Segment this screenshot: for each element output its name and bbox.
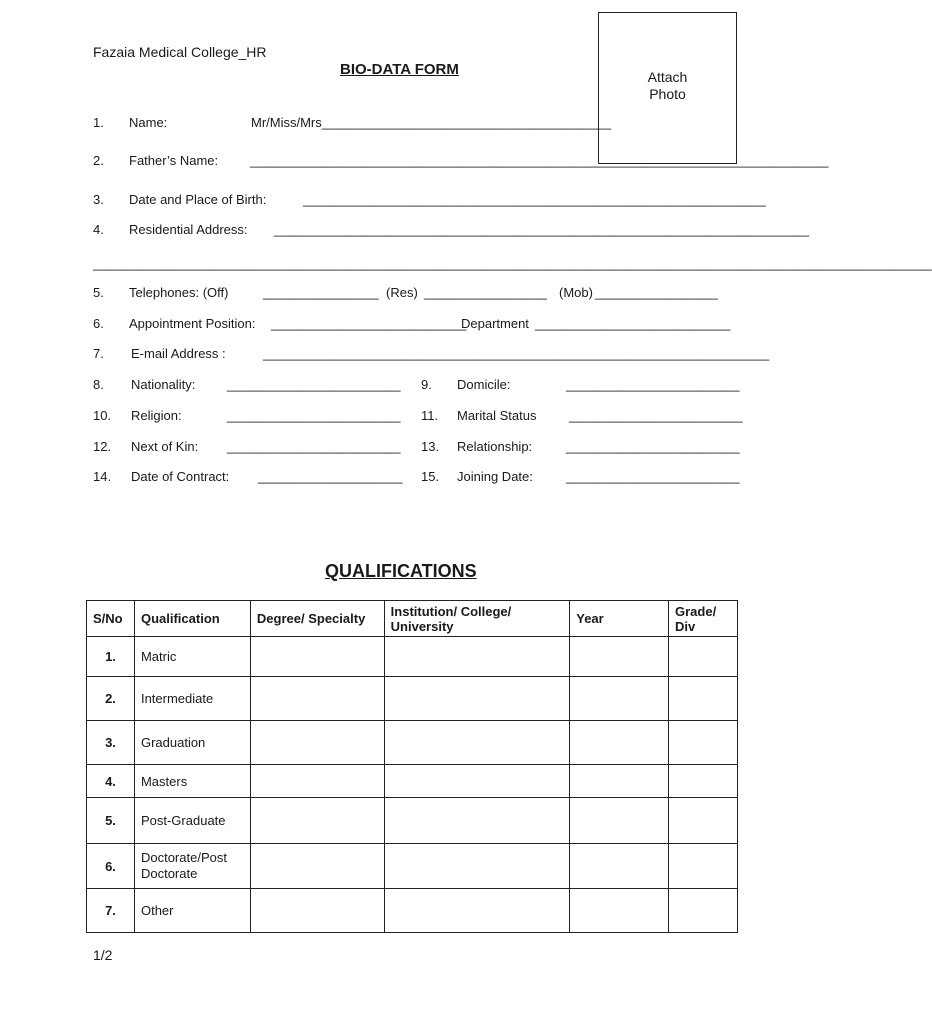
field-5-number: 5.	[93, 285, 104, 300]
table-header-row	[87, 601, 738, 637]
header-degree: Degree/ Specialty	[250, 601, 384, 637]
field-9-number: 9.	[421, 377, 432, 392]
institution-cell[interactable]	[384, 765, 570, 798]
form-title: BIO-DATA FORM	[340, 61, 459, 78]
header-grade: Grade/ Div	[669, 601, 738, 637]
table-row	[87, 677, 738, 721]
department-field[interactable]: ___________________________	[535, 316, 731, 331]
row-number: 4.	[87, 765, 135, 798]
telephone-mob-field[interactable]: _________________	[595, 285, 718, 300]
telephone-mob-label: (Mob)	[559, 285, 593, 300]
field-12-number: 12.	[93, 439, 112, 454]
address-label: Residential Address:	[129, 222, 248, 237]
name-field[interactable]	[251, 115, 611, 130]
degree-cell[interactable]	[250, 637, 384, 677]
field-4-number: 4.	[93, 222, 104, 237]
field-6-number: 6.	[93, 316, 104, 331]
header-year: Year	[570, 601, 669, 637]
grade-cell[interactable]	[669, 889, 738, 933]
field-14-number: 14.	[93, 469, 112, 484]
contract-date-label: Date of Contract:	[131, 469, 230, 484]
telephone-label: Telephones: (Off)	[129, 285, 229, 300]
telephone-res-label: (Res)	[386, 285, 418, 300]
contract-date-field[interactable]: ____________________	[258, 469, 403, 484]
table-row	[87, 889, 738, 933]
qualification-name: Doctorate/Post Doctorate	[134, 844, 250, 889]
qualifications-table	[86, 600, 738, 933]
institution-cell[interactable]	[384, 637, 570, 677]
field-13-number: 13.	[421, 439, 440, 454]
degree-cell[interactable]	[250, 798, 384, 844]
header-sno: S/No	[87, 601, 135, 637]
field-11-number: 11.	[421, 408, 439, 423]
department-label: Department	[461, 316, 529, 331]
marital-status-field[interactable]: ________________________	[569, 408, 743, 423]
degree-cell[interactable]	[250, 721, 384, 765]
qualification-name: Masters	[134, 765, 250, 798]
grade-cell[interactable]	[669, 677, 738, 721]
row-number: 5.	[87, 798, 135, 844]
position-field[interactable]: ___________________________	[271, 316, 467, 331]
religion-field[interactable]: ________________________	[227, 408, 401, 423]
domicile-field[interactable]: ________________________	[566, 377, 740, 392]
year-cell[interactable]	[570, 637, 669, 677]
grade-cell[interactable]	[669, 765, 738, 798]
next-of-kin-field[interactable]: ________________________	[227, 439, 401, 454]
telephone-office-field[interactable]: ________________	[263, 285, 379, 300]
institution-cell[interactable]	[384, 721, 570, 765]
institution-cell[interactable]	[384, 844, 570, 889]
table-row	[87, 637, 738, 677]
institution-cell[interactable]	[384, 889, 570, 933]
row-number: 3.	[87, 721, 135, 765]
degree-cell[interactable]	[250, 677, 384, 721]
field-15-number: 15.	[421, 469, 440, 484]
degree-cell[interactable]	[250, 889, 384, 933]
position-label: Appointment Position:	[129, 316, 256, 331]
field-2-number: 2.	[93, 153, 104, 168]
domicile-label: Domicile:	[457, 377, 511, 392]
address-field-line-2[interactable]: ____________________________________________________________________________________________________________________	[93, 256, 932, 271]
degree-cell[interactable]	[250, 844, 384, 889]
table-row	[87, 844, 738, 889]
name-label: Name:	[129, 115, 168, 130]
joining-date-label: Joining Date:	[457, 469, 533, 484]
relationship-field[interactable]: ________________________	[566, 439, 740, 454]
fathers-name-field[interactable]: ________________________________________________________________________________	[250, 153, 829, 168]
fathers-name-label: Father’s Name:	[129, 153, 219, 168]
year-cell[interactable]	[570, 844, 669, 889]
relationship-label: Relationship:	[457, 439, 533, 454]
birth-field[interactable]: ________________________________________________________________	[303, 192, 766, 207]
grade-cell[interactable]	[669, 637, 738, 677]
row-number: 1.	[87, 637, 135, 677]
org-name: Fazaia Medical College_HR	[93, 44, 267, 60]
birth-label: Date and Place of Birth:	[129, 192, 267, 207]
nationality-field[interactable]: ________________________	[227, 377, 401, 392]
year-cell[interactable]	[570, 721, 669, 765]
qualification-name: Graduation	[134, 721, 250, 765]
row-number: 2.	[87, 677, 135, 721]
photo-label: Attach Photo	[647, 69, 688, 102]
grade-cell[interactable]	[669, 721, 738, 765]
year-cell[interactable]	[570, 765, 669, 798]
qualification-name: Other	[134, 889, 250, 933]
field-10-number: 10.	[93, 408, 112, 423]
year-cell[interactable]	[570, 677, 669, 721]
table-row	[87, 721, 738, 765]
table-row	[87, 798, 738, 844]
grade-cell[interactable]	[669, 844, 738, 889]
header-institution: Institution/ College/ University	[384, 601, 570, 637]
year-cell[interactable]	[570, 889, 669, 933]
year-cell[interactable]	[570, 798, 669, 844]
marital-status-label: Marital Status	[457, 408, 537, 423]
header-qualification: Qualification	[134, 601, 250, 637]
qualifications-title: QUALIFICATIONS	[325, 561, 477, 581]
row-number: 6.	[87, 844, 135, 889]
field-3-number: 3.	[93, 192, 104, 207]
grade-cell[interactable]	[669, 798, 738, 844]
field-1-number: 1.	[93, 115, 104, 130]
title-prefix: Mr/Miss/Mrs	[251, 115, 322, 130]
qualification-name: Intermediate	[134, 677, 250, 721]
table-row	[87, 765, 738, 798]
email-label: E-mail Address :	[131, 346, 226, 361]
field-8-number: 8.	[93, 377, 104, 392]
email-field[interactable]: ______________________________________________________________________	[263, 346, 770, 361]
next-of-kin-label: Next of Kin:	[131, 439, 199, 454]
institution-cell[interactable]	[384, 677, 570, 721]
telephone-res-field[interactable]: _________________	[424, 285, 547, 300]
address-field[interactable]: __________________________________________________________________________	[274, 222, 810, 237]
field-7-number: 7.	[93, 346, 104, 361]
photo-box[interactable]	[598, 12, 737, 164]
joining-date-field[interactable]: ________________________	[566, 469, 740, 484]
religion-label: Religion:	[131, 408, 182, 423]
nationality-label: Nationality:	[131, 377, 196, 392]
row-number: 7.	[87, 889, 135, 933]
degree-cell[interactable]	[250, 765, 384, 798]
name-line: ________________________________________	[321, 115, 611, 130]
institution-cell[interactable]	[384, 798, 570, 844]
qualification-name: Post-Graduate	[134, 798, 250, 844]
page-number: 1/2	[93, 947, 113, 963]
qualification-name: Matric	[134, 637, 250, 677]
